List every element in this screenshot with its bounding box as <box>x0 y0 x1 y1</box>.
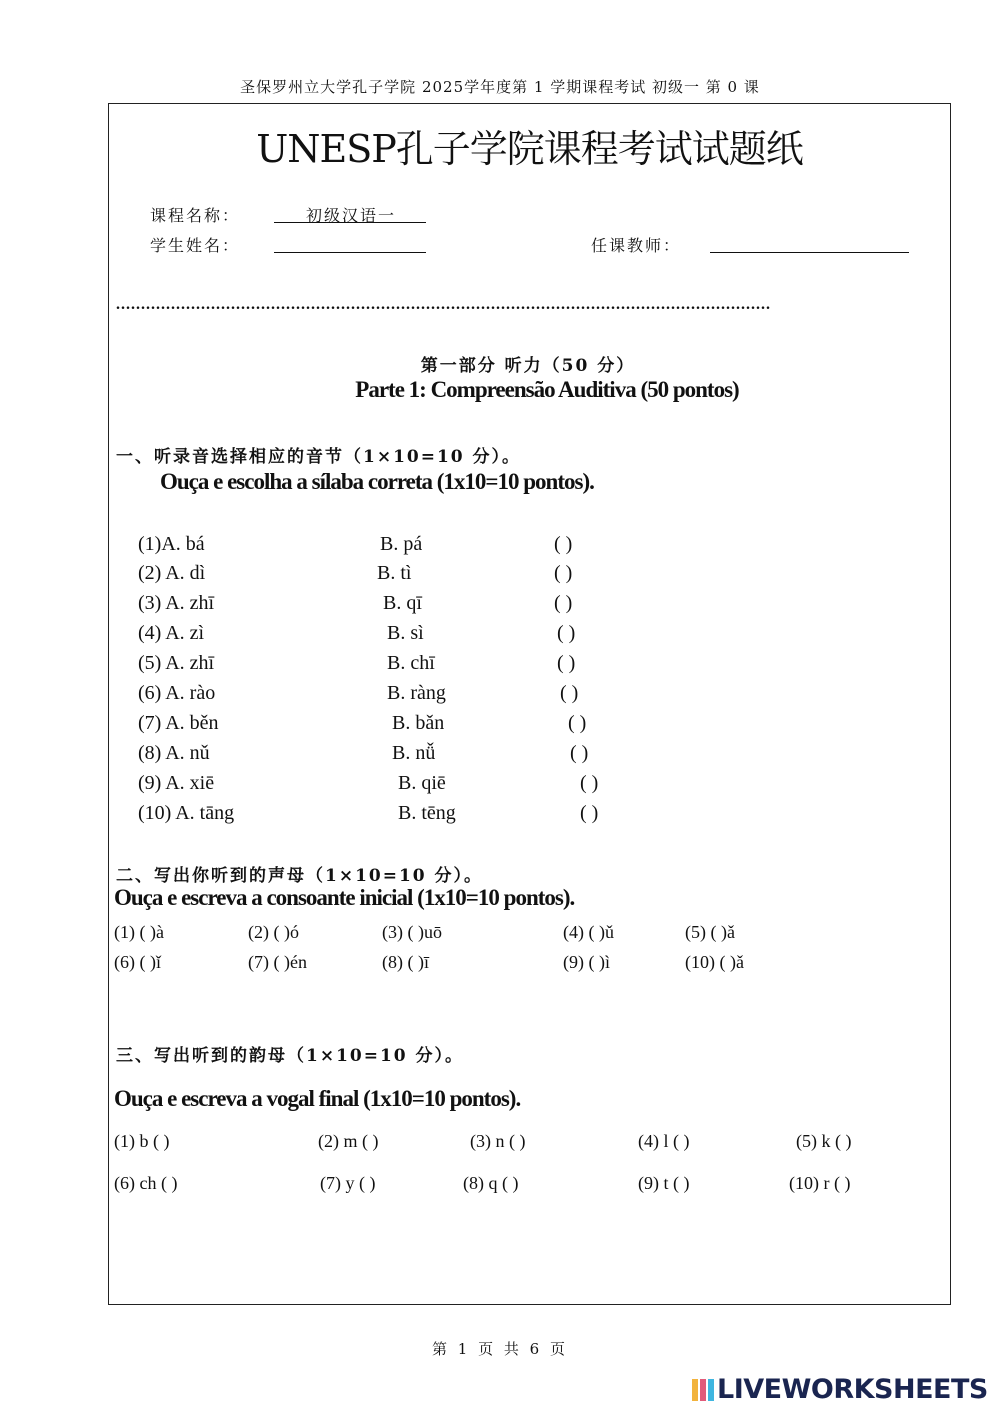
section2-answer-blank[interactable]: (2) ( )ó <box>248 922 299 942</box>
section1-answer-blank[interactable]: ( ) <box>554 533 573 555</box>
page-footer: 第 1 页 共 6 页 <box>432 1340 568 1358</box>
section2-answer-blank[interactable]: (4) ( )ǔ <box>563 922 614 942</box>
section3-answer-blank[interactable]: (10) r ( ) <box>789 1173 851 1193</box>
section1-answer-blank[interactable]: ( ) <box>554 592 573 614</box>
section3-answer-blank[interactable]: (9) t ( ) <box>638 1173 690 1193</box>
part1-heading-zh: 第一部分 听力（50 分） <box>420 356 636 376</box>
section1-answer-blank[interactable]: ( ) <box>580 772 599 794</box>
section1-option-a: (6) A. rào <box>138 682 216 704</box>
section2-heading-pt: Ouça e escreva a consoante inicial (1x10=10 pontos). <box>114 885 575 910</box>
section3-heading-zh: 三、写出听到的韵母（1×10=10 分）。 <box>116 1046 465 1066</box>
page-header: 圣保罗州立大学孔子学院 2025学年度第 1 学期课程考试 初级一 第 0 课 <box>240 78 760 96</box>
student-label: 学生姓名： <box>150 236 241 255</box>
section3-answer-blank[interactable]: (8) q ( ) <box>463 1173 519 1193</box>
section2-answer-blank[interactable]: (3) ( )uō <box>382 922 442 942</box>
section1-answer-blank[interactable]: ( ) <box>580 802 599 824</box>
section1-option-b: B. bǎn <box>392 712 445 734</box>
section2-answer-blank[interactable]: (7) ( )én <box>248 952 307 972</box>
section2-answer-blank[interactable]: (5) ( )ǎ <box>685 922 735 942</box>
section1-option-b: B. qiē <box>398 772 446 794</box>
section1-option-a: (7) A. běn <box>138 712 219 734</box>
section3-answer-blank[interactable]: (4) l ( ) <box>638 1131 690 1151</box>
section1-option-b: B. sì <box>387 622 424 644</box>
course-underline <box>274 222 426 223</box>
section3-answer-blank[interactable]: (1) b ( ) <box>114 1131 170 1151</box>
section3-answer-blank[interactable]: (3) n ( ) <box>470 1131 526 1151</box>
exam-title: UNESP孔子学院课程考试试题纸 <box>256 127 803 171</box>
section1-option-a: (10) A. tāng <box>138 802 235 824</box>
brand-text: LIVEWORKSHEETS <box>717 1374 988 1405</box>
section2-answer-blank[interactable]: (1) ( )à <box>114 922 164 942</box>
section2-answer-blank[interactable]: (10) ( )ǎ <box>685 952 744 972</box>
section3-answer-blank[interactable]: (7) y ( ) <box>320 1173 376 1193</box>
part1-heading-pt: Parte 1: Compreensão Auditiva (50 pontos) <box>355 377 739 402</box>
section1-heading-zh: 一、听录音选择相应的音节（1×10=10 分）。 <box>116 447 522 467</box>
section1-option-a: (8) A. nǔ <box>138 742 210 764</box>
section3-answer-blank[interactable]: (5) k ( ) <box>796 1131 852 1151</box>
student-name-field[interactable] <box>274 252 426 253</box>
section2-heading-zh: 二、写出你听到的声母（1×10=10 分）。 <box>116 866 484 886</box>
course-label: 课程名称： <box>150 206 241 225</box>
section1-answer-blank[interactable]: ( ) <box>557 622 576 644</box>
section1-answer-blank[interactable]: ( ) <box>557 652 576 674</box>
section2-answer-blank[interactable]: (8) ( )ī <box>382 952 429 972</box>
dotted-separator: ................................................................................................................................... <box>116 296 771 313</box>
exam-frame <box>108 103 951 1305</box>
section1-answer-blank[interactable]: ( ) <box>554 562 573 584</box>
section1-option-b: B. pá <box>380 533 423 555</box>
section3-heading-pt: Ouça e escreva a vogal final (1x10=10 pontos). <box>114 1086 521 1111</box>
section1-option-a: (1)A. bá <box>138 533 205 555</box>
section1-option-b: B. ràng <box>387 682 446 704</box>
section3-answer-blank[interactable]: (6) ch ( ) <box>114 1173 178 1193</box>
teacher-name-field[interactable] <box>710 252 909 253</box>
section1-answer-blank[interactable]: ( ) <box>568 712 587 734</box>
course-value: 初级汉语一 <box>305 206 396 225</box>
section1-option-b: B. qī <box>383 592 422 614</box>
section1-option-a: (5) A. zhī <box>138 652 215 674</box>
section2-answer-blank[interactable]: (6) ( )ǐ <box>114 952 161 972</box>
teacher-label: 任课教师： <box>591 236 682 255</box>
section1-option-a: (9) A. xiē <box>138 772 215 794</box>
section3-answer-blank[interactable]: (2) m ( ) <box>318 1131 379 1151</box>
section1-option-b: B. nǚ <box>392 742 436 764</box>
section1-option-b: B. tēng <box>398 802 456 824</box>
brand-watermark <box>692 1374 988 1405</box>
section1-option-a: (2) A. dì <box>138 562 206 584</box>
section1-heading-pt: Ouça e escolha a sílaba correta (1x10=10 pontos). <box>160 469 594 494</box>
section1-option-b: B. chī <box>387 652 435 674</box>
section2-answer-blank[interactable]: (9) ( )ì <box>563 952 610 972</box>
liveworksheets-logo-icon <box>692 1379 714 1401</box>
section1-answer-blank[interactable]: ( ) <box>560 682 579 704</box>
section1-option-a: (3) A. zhī <box>138 592 215 614</box>
section1-option-a: (4) A. zì <box>138 622 205 644</box>
section1-option-b: B. tì <box>377 562 412 584</box>
section1-answer-blank[interactable]: ( ) <box>570 742 589 764</box>
